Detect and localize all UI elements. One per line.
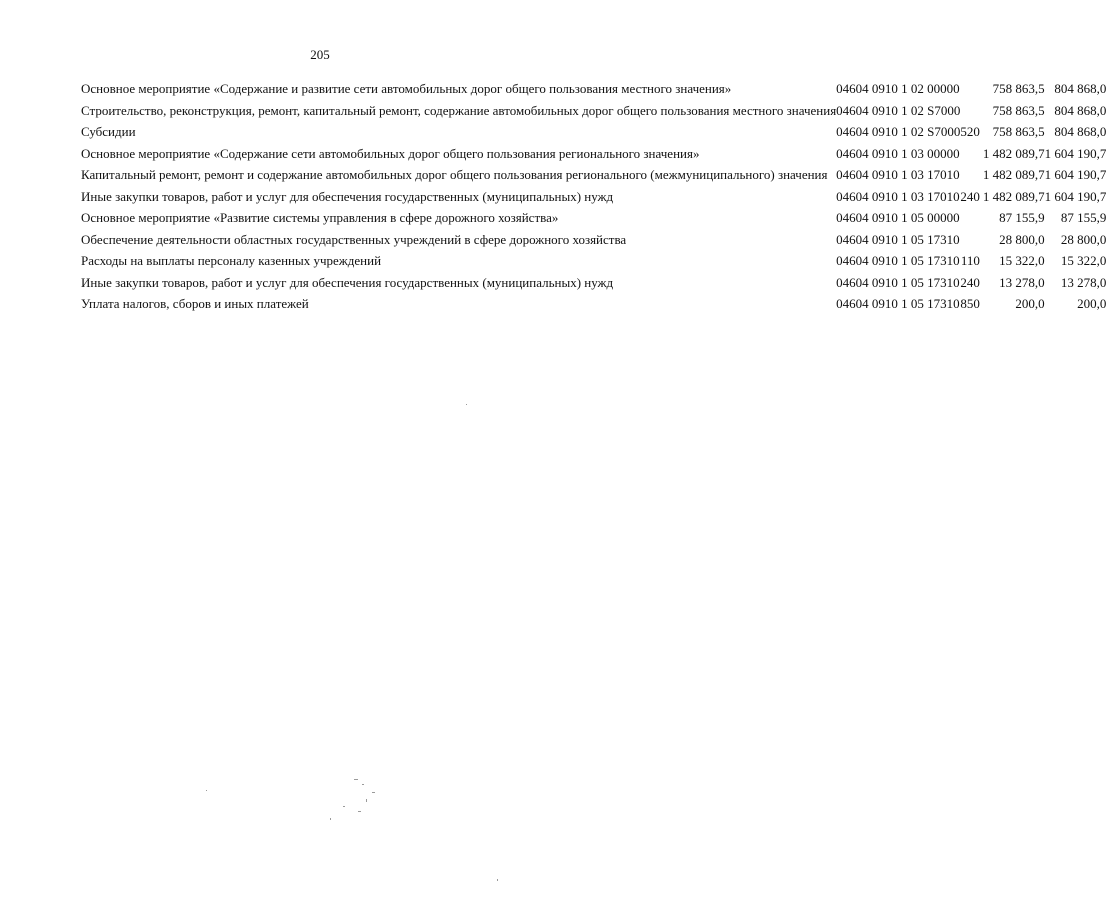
row-section-code: 04 09 [855,210,885,225]
table-row [81,190,1106,212]
row-section-code: 04 09 [855,167,885,182]
row-ministry-code: 046 [836,167,856,182]
row-section-code: 04 09 [855,274,885,290]
row-amount-year-1: 87 155,9 [999,210,1045,225]
row-amount-year-2: 1 604 190,7 [1044,145,1106,161]
row-name: Уплата налогов, сборов и иных платежей [81,296,309,311]
row-section-code: 04 09 [855,231,885,247]
row-name: Иные закупки товаров, работ и услуг для обеспечения государственных (муниципальных) нужд [81,188,614,204]
row-amount-year-2: 804 868,0 [1054,81,1106,96]
row-ministry-code: 046 [836,102,856,118]
row-name: Обеспечение деятельности областных государственных учреждений в сфере дорожного хозяйства [81,231,627,247]
row-section-code: 04 09 [855,296,885,311]
row-amount-year-2: 200,0 [1077,296,1106,311]
row-expense-type: 240 [960,188,980,204]
row-target-article: 10 1 03 17010 [884,188,960,204]
row-name: Капитальный ремонт, ремонт и содержание автомобильных дорог общего пользования регионального (межмуниципального) значения [81,167,828,182]
table-row [81,297,1106,319]
row-amount-year-1: 758 863,5 [992,81,1045,96]
row-target-article: 10 1 02 S7000 [884,102,961,118]
row-amount-year-1: 758 863,5 [992,102,1045,118]
row-amount-year-2: 804 868,0 [1054,124,1106,139]
table-row [81,233,1106,255]
table-row [81,168,1106,190]
row-amount-year-2: 28 800,0 [1060,231,1106,247]
row-ministry-code: 046 [836,188,856,204]
table-row [81,211,1106,233]
row-section-code: 04 09 [855,253,885,268]
row-target-article: 10 1 05 17310 [884,253,960,268]
row-ministry-code: 046 [836,81,856,96]
table-row [81,82,1106,104]
table-row [81,276,1106,298]
row-name: Иные закупки товаров, работ и услуг для обеспечения государственных (муниципальных) нужд [81,274,614,290]
row-amount-year-2: 15 322,0 [1060,253,1106,268]
row-amount-year-2: 13 278,0 [1060,274,1106,290]
row-expense-type [960,168,983,190]
row-target-article: 10 1 03 17010 [884,167,960,182]
row-amount-year-2: 1 604 190,7 [1044,167,1106,182]
row-name: Строительство, реконструкция, ремонт, капитальный ремонт, содержание автомобильных дорог общего пользования местного значения [81,102,837,118]
row-section-code: 04 09 [855,102,885,118]
row-ministry-code: 046 [836,145,856,161]
budget-table-body [81,82,1106,319]
row-name: Субсидии [81,124,136,139]
budget-table [81,82,1106,319]
row-expense-type: 240 [960,274,980,290]
row-target-article: 10 1 05 17310 [884,274,960,290]
row-expense-type [960,82,983,104]
row-name: Основное мероприятие «Содержание и развитие сети автомобильных дорог общего пользования местного значения» [81,81,732,96]
row-amount-year-1: 200,0 [1015,296,1045,311]
row-expense-type [960,211,983,233]
row-expense-type: 850 [960,296,980,311]
row-name: Расходы на выплаты персоналу казенных учреждений [81,253,382,268]
row-amount-year-1: 1 482 089,7 [982,188,1045,204]
row-amount-year-1: 1 482 089,7 [982,145,1045,161]
table-row [81,254,1106,276]
row-amount-year-1: 1 482 089,7 [982,167,1045,182]
row-amount-year-2: 87 155,9 [1060,210,1106,225]
row-target-article: 10 1 02 00000 [884,81,960,96]
row-amount-year-1: 13 278,0 [999,274,1045,290]
row-target-article: 10 1 03 00000 [884,145,960,161]
table-row [81,125,1106,147]
row-amount-year-1: 758 863,5 [992,124,1045,139]
row-name: Основное мероприятие «Содержание сети автомобильных дорог общего пользования регионального значения» [81,145,700,161]
table-row [81,147,1106,169]
row-ministry-code: 046 [836,253,856,268]
page-number: 205 [310,47,330,62]
row-section-code: 04 09 [855,81,885,96]
row-name: Основное мероприятие «Развитие системы управления в сфере дорожного хозяйства» [81,210,559,225]
table-row [81,104,1106,126]
row-target-article: 10 1 02 S7000 [884,124,961,139]
row-ministry-code: 046 [836,210,856,225]
row-amount-year-1: 28 800,0 [999,231,1045,247]
row-ministry-code: 046 [836,296,856,311]
row-section-code: 04 09 [855,124,885,139]
row-amount-year-2: 1 604 190,7 [1044,188,1106,204]
row-target-article: 10 1 05 00000 [884,210,960,225]
row-expense-type [960,147,983,169]
row-section-code: 04 09 [855,145,885,161]
row-ministry-code: 046 [836,124,856,139]
row-expense-type [960,233,983,255]
row-amount-year-1: 15 322,0 [999,253,1045,268]
row-expense-type: 520 [960,124,980,139]
row-ministry-code: 046 [836,274,856,290]
row-section-code: 04 09 [855,188,885,204]
row-target-article: 10 1 05 17310 [884,296,960,311]
row-expense-type: 110 [960,253,980,268]
row-ministry-code: 046 [836,231,856,247]
row-target-article: 10 1 05 17310 [884,231,960,247]
row-amount-year-2: 804 868,0 [1054,102,1106,118]
row-expense-type [960,104,983,126]
